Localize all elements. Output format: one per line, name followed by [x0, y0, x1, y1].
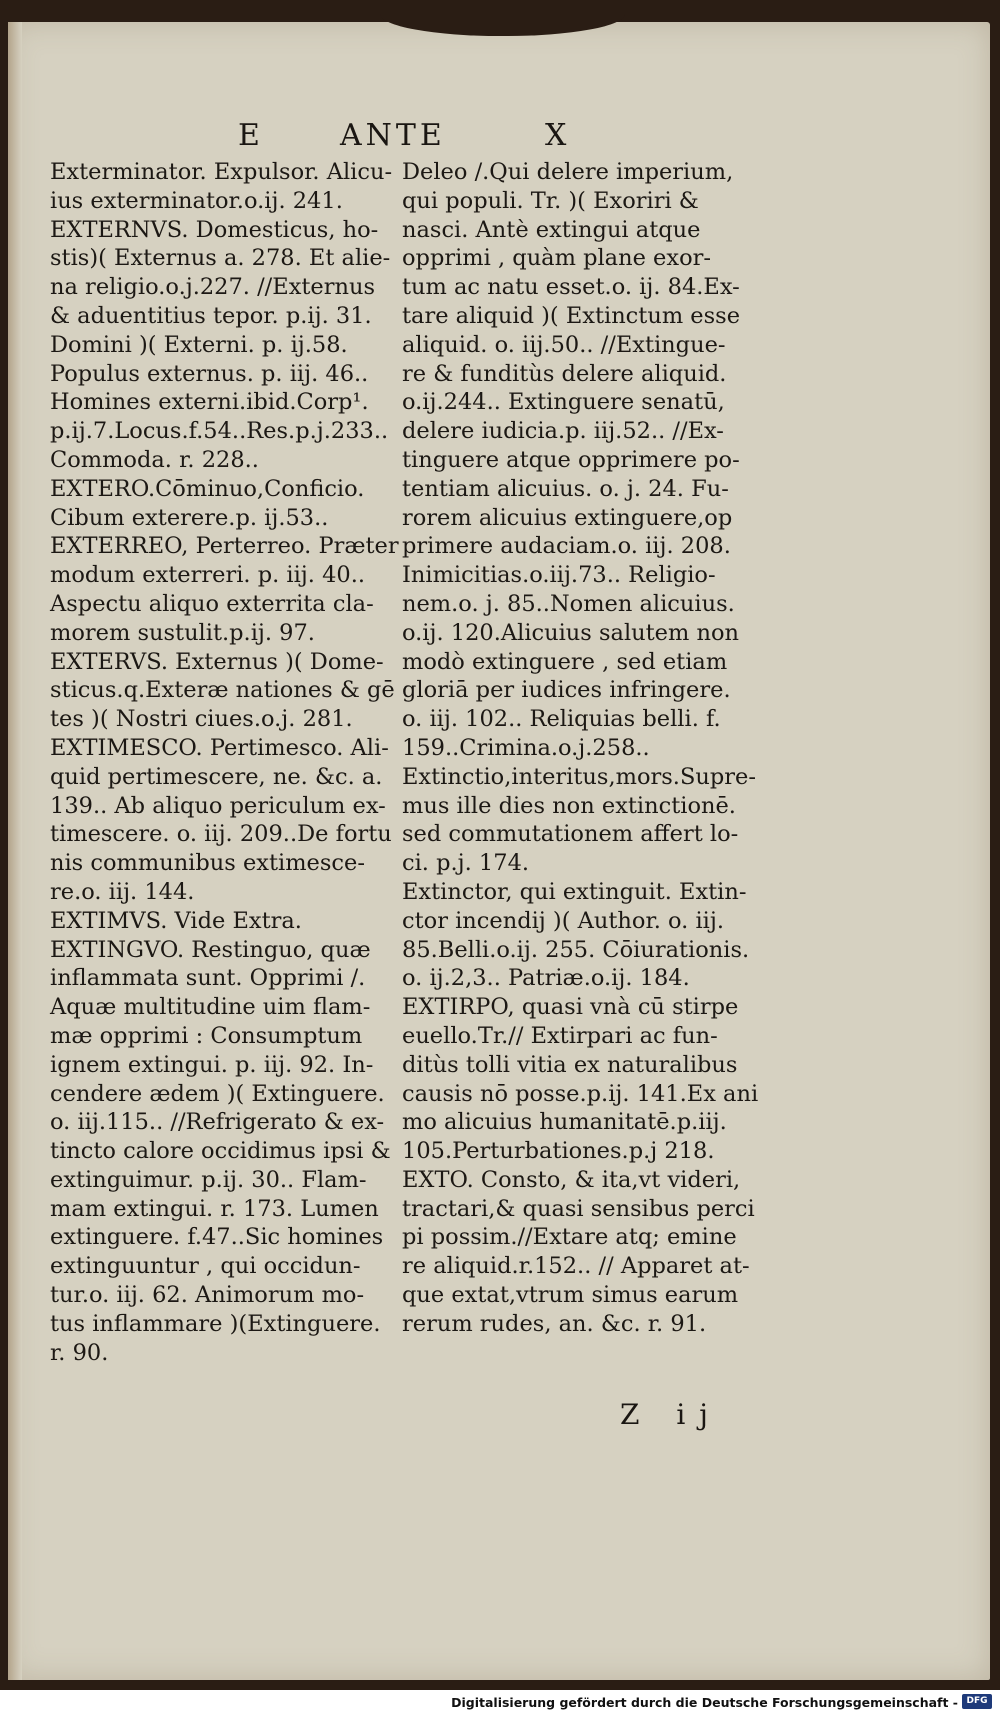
right-text-column — [402, 158, 774, 1339]
footer-bar — [0, 1690, 1000, 1716]
text-line: rerum rudes, an. &c. r. 91. — [402, 1310, 707, 1337]
text-line: Cibum exterere.p. ij.53.. — [50, 504, 329, 531]
text-line: sed commutationem affert lo- — [402, 821, 739, 848]
text-line: stis)( Externus a. 278. Et alie- — [50, 245, 391, 272]
text-line: o.ij. 120.Alicuius salutem non — [402, 619, 740, 646]
text-line: o. iij.115.. //Refrigerato & ex- — [50, 1109, 385, 1136]
text-line: extinguimur. p.ij. 30.. Flam- — [50, 1166, 367, 1193]
text-line: extinguere. f.47..Sic homines — [50, 1224, 384, 1251]
dfg-logo: DFG — [962, 1694, 992, 1709]
text-line: EXTIRPO, quasi vnà cū stirpe — [402, 994, 739, 1021]
text-line: ctor incendij )( Author. o. iij. — [402, 907, 725, 934]
text-line: tare aliquid )( Extinctum esse — [402, 302, 741, 329]
text-line: Domini )( Externi. p. ij.58. — [50, 331, 348, 358]
text-line: Extinctio,interitus,mors.Supre- — [402, 763, 756, 790]
text-line: tes )( Nostri ciues.o.j. 281. — [50, 706, 353, 733]
text-line: & aduentitius tepor. p.ij. 31. — [50, 302, 372, 329]
text-line: Aspectu aliquo exterrita cla- — [50, 590, 374, 617]
text-line: sticus.q.Exteræ nationes & gē — [50, 677, 395, 704]
text-line: qui populi. Tr. )( Exoriri & — [402, 187, 699, 214]
footer-credit: Digitalisierung gefördert durch die Deutsche Forschungsgemeinschaft - — [451, 1695, 958, 1710]
text-line: ci. p.j. 174. — [402, 850, 530, 877]
text-line: gloriā per iudices infringere. — [402, 677, 731, 704]
left-text-column — [50, 158, 399, 1367]
text-line: extinguuntur , qui occidun- — [50, 1253, 361, 1280]
text-line: 105.Perturbationes.p.j 218. — [402, 1138, 715, 1165]
text-line: ius exterminator.o.ij. 241. — [50, 187, 343, 214]
text-line: opprimi , quàm plane exor- — [402, 245, 711, 272]
text-line: Exterminator. Expulsor. Alicu- — [50, 159, 393, 185]
text-line: 139.. Ab aliquo periculum ex- — [50, 792, 386, 819]
text-line: Deleo /.Qui delere imperium, — [402, 159, 734, 185]
text-line: Aquæ multitudine uim flam- — [50, 994, 371, 1021]
text-line: Homines externi.ibid.Corp¹. — [50, 389, 369, 416]
text-line: re & funditùs delere aliquid. — [402, 360, 727, 387]
text-line: r. 90. — [50, 1339, 109, 1366]
text-line: o. ij.2,3.. Patriæ.o.ij. 184. — [402, 965, 690, 992]
text-line: ditùs tolli vitia ex naturalibus — [402, 1051, 738, 1078]
header-center-word: ANTE — [340, 118, 446, 153]
text-line: mo alicuius humanitatē.p.iij. — [402, 1109, 727, 1136]
text-line: pi possim.//Extare atq; emine — [402, 1224, 737, 1251]
text-line: rorem alicuius extinguere,op — [402, 504, 733, 531]
text-line: re.o. iij. 144. — [50, 878, 195, 905]
text-line: tentiam alicuius. o. j. 24. Fu- — [402, 475, 729, 502]
text-line: delere iudicia.p. iij.52.. //Ex- — [402, 418, 724, 445]
text-line: mam extingui. r. 173. Lumen — [50, 1195, 379, 1222]
text-line: 159..Crimina.o.j.258.. — [402, 734, 650, 761]
text-line: mus ille dies non extinctionē. — [402, 792, 736, 819]
text-line: EXTERO.Cōminuo,Conficio. — [50, 475, 365, 502]
text-line: tincto calore occidimus ipsi & — [50, 1138, 391, 1165]
text-line: aliquid. o. iij.50.. //Extingue- — [402, 331, 726, 358]
text-line: cendere ædem )( Extinguere. — [50, 1080, 385, 1107]
signature-mark: Z ij — [620, 1398, 722, 1431]
text-line: Commoda. r. 228.. — [50, 446, 259, 473]
text-line: re aliquid.r.152.. // Apparet at- — [402, 1253, 750, 1280]
text-line: EXTERNVS. Domesticus, ho- — [50, 216, 379, 243]
text-line: Extinctor, qui extinguit. Extin- — [402, 878, 747, 905]
text-line: tus inflammare )(Extinguere. — [50, 1310, 381, 1337]
text-line: modum exterreri. p. iij. 40.. — [50, 562, 366, 589]
running-header — [0, 118, 1000, 162]
text-line: inflammata sunt. Opprimi /. — [50, 965, 366, 992]
text-line: p.ij.7.Locus.f.54..Res.p.j.233.. — [50, 418, 389, 445]
text-line: timescere. o. iij. 209..De fortu — [50, 821, 392, 848]
text-line: primere audaciam.o. iij. 208. — [402, 533, 731, 560]
text-line: EXTERREO, Perterreo. Præter — [50, 533, 399, 560]
text-line: nis communibus extimesce- — [50, 850, 365, 877]
text-line: EXTINGVO. Restinguo, quæ — [50, 936, 371, 963]
text-line: morem sustulit.p.ij. 97. — [50, 619, 315, 646]
page-gutter — [8, 22, 22, 1680]
text-line: quid pertimescere, ne. &c. a. — [50, 763, 383, 790]
header-right-letter: X — [545, 118, 571, 153]
text-line: modò extinguere , sed etiam — [402, 648, 728, 675]
text-line: o. iij. 102.. Reliquias belli. f. — [402, 706, 721, 733]
text-line: euello.Tr.// Extirpari ac fun- — [402, 1022, 718, 1049]
text-line: que extat,vtrum simus earum — [402, 1282, 739, 1309]
text-line: EXTIMESCO. Pertimesco. Ali- — [50, 734, 389, 761]
text-line: Populus externus. p. iij. 46.. — [50, 360, 369, 387]
text-line: causis nō posse.p.ij. 141.Ex ani — [402, 1080, 759, 1107]
text-line: 85.Belli.o.ij. 255. Cōiurationis. — [402, 936, 750, 963]
text-line: nem.o. j. 85..Nomen alicuius. — [402, 590, 735, 617]
text-line: tractari,& quasi sensibus perci — [402, 1195, 755, 1222]
text-line: mæ opprimi : Consumptum — [50, 1022, 363, 1049]
text-line: ignem extingui. p. iij. 92. In- — [50, 1051, 374, 1078]
text-line: EXTIMVS. Vide Extra. — [50, 907, 302, 934]
text-line: EXTERVS. Externus )( Dome- — [50, 648, 384, 675]
text-line: Inimicitias.o.iij.73.. Religio- — [402, 562, 716, 589]
header-left-letter: E — [238, 118, 264, 153]
text-line: o.ij.244.. Extinguere senatū, — [402, 389, 725, 416]
text-line: tinguere atque opprimere po- — [402, 446, 740, 473]
text-line: na religio.o.j.227. //Externus — [50, 274, 376, 301]
text-line: nasci. Antè extingui atque — [402, 216, 701, 243]
text-line: EXTO. Consto, & ita,vt videri, — [402, 1166, 741, 1193]
text-line: tum ac natu esset.o. ij. 84.Ex- — [402, 274, 740, 301]
text-line: tur.o. iij. 62. Animorum mo- — [50, 1282, 365, 1309]
